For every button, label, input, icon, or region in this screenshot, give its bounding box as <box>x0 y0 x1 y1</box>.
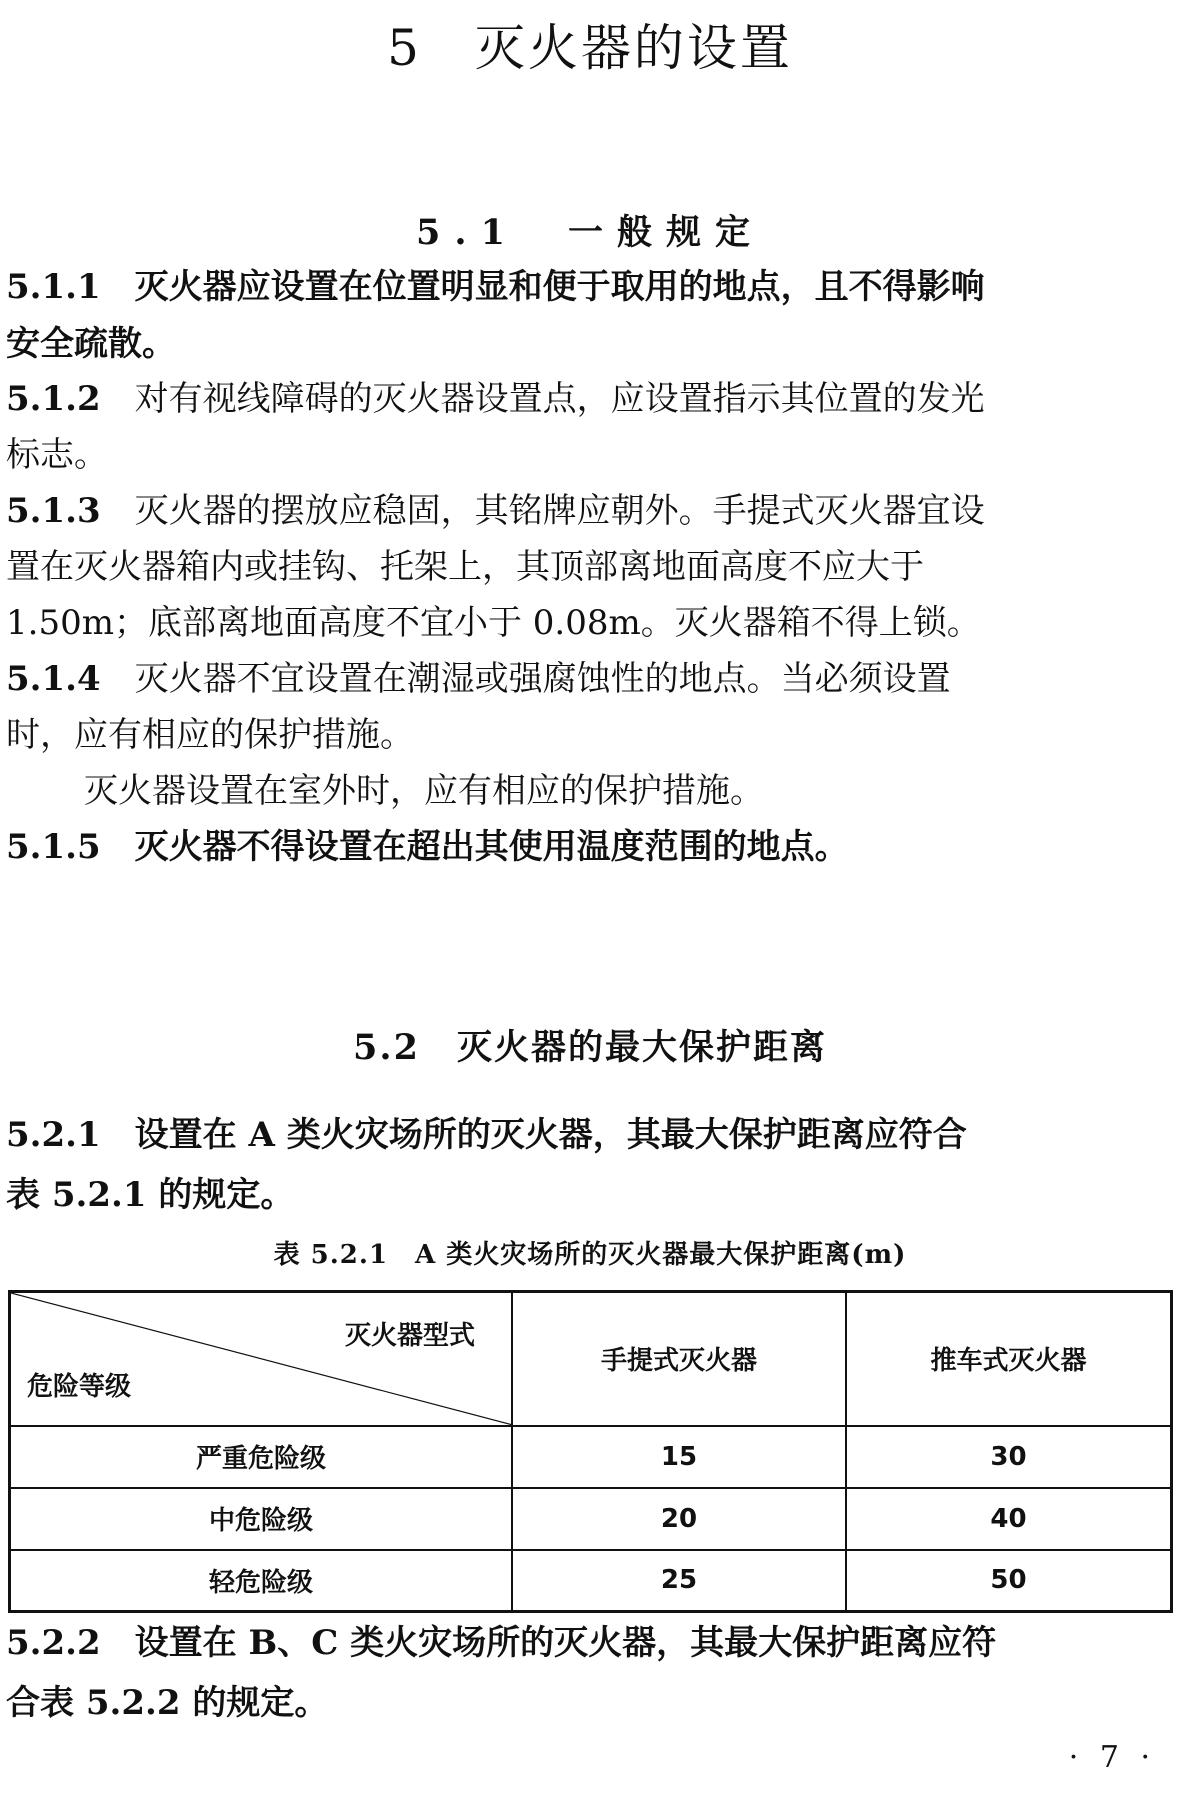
table-row <box>10 1550 1172 1612</box>
clause-5-1-4-paragraph-2: 灭火器设置在室外时，应有相应的保护措施。 <box>84 771 764 811</box>
table-caption: 表 5.2.1 A 类火灾场所的灭火器最大保护距离(m) <box>273 1240 907 1270</box>
clause-text: 灭火器的摆放应稳固，其铭牌应朝外。手提式灭火器宜设 <box>134 491 985 531</box>
page-number: · 7 · <box>1068 1740 1156 1775</box>
section-title-5-1: 5.1 一般规定 <box>416 212 764 253</box>
column-header-portable: 手提式灭火器 <box>512 1292 846 1426</box>
clause-text: 灭火器应设置在位置明显和便于取用的地点，且不得影响 <box>134 267 985 307</box>
clause-number: 5.1.1 <box>6 267 101 307</box>
clause-5-1-3-line-3: 1.50m；底部离地面高度不宜小于 0.08m。灭火器箱不得上锁。 <box>6 603 981 643</box>
clause-number: 5.1.2 <box>6 379 101 419</box>
clause-text: 灭火器不得设置在超出其使用温度范围的地点。 <box>134 827 849 867</box>
clause-number: 5.1.4 <box>6 659 101 699</box>
clause-5-1-2-line-2: 标志。 <box>6 435 108 475</box>
clause-number: 5.1.3 <box>6 491 101 531</box>
clause-text: 灭火器不宜设置在潮湿或强腐蚀性的地点。当必须设置 <box>134 659 951 699</box>
row-wheeled-value: 50 <box>846 1550 1172 1612</box>
table-row <box>10 1426 1172 1488</box>
diagonal-divider <box>11 1293 511 1425</box>
row-hazard-level: 中危险级 <box>10 1488 513 1550</box>
row-portable-value: 15 <box>512 1426 846 1488</box>
corner-column-label: 灭火器型式 <box>344 1321 475 1351</box>
clause-5-2-2 <box>6 1618 996 1668</box>
clause-5-1-3-line-2: 置在灭火器箱内或挂钩、托架上，其顶部离地面高度不应大于 <box>6 547 924 587</box>
column-header-wheeled: 推车式灭火器 <box>846 1292 1172 1426</box>
table-header-row <box>10 1292 1172 1426</box>
row-wheeled-value: 30 <box>846 1426 1172 1488</box>
clause-5-2-1 <box>6 1110 967 1160</box>
chapter-title: 5 灭火器的设置 <box>387 19 793 77</box>
clause-text: 设置在 A 类火灾场所的灭火器，其最大保护距离应符合 <box>134 1115 967 1155</box>
clause-number: 5.2.2 <box>6 1623 101 1663</box>
clause-5-1-2 <box>6 374 985 424</box>
clause-5-1-1 <box>6 262 985 312</box>
clause-text: 设置在 B、C 类火灾场所的灭火器，其最大保护距离应符 <box>134 1623 997 1663</box>
clause-5-1-5 <box>6 822 849 872</box>
row-hazard-level: 轻危险级 <box>10 1550 513 1612</box>
clause-text: 对有视线障碍的灭火器设置点，应设置指示其位置的发光 <box>134 379 985 419</box>
table-corner-cell <box>10 1292 513 1426</box>
table-row <box>10 1488 1172 1550</box>
clause-5-1-4-line-2: 时，应有相应的保护措施。 <box>6 715 414 755</box>
row-wheeled-value: 40 <box>846 1488 1172 1550</box>
protection-distance-table <box>8 1290 1173 1613</box>
corner-row-label: 危险等级 <box>27 1371 132 1402</box>
row-hazard-level: 严重危险级 <box>10 1426 513 1488</box>
clause-5-2-2-line-2: 合表 5.2.2 的规定。 <box>6 1683 329 1723</box>
row-portable-value: 25 <box>512 1550 846 1612</box>
row-portable-value: 20 <box>512 1488 846 1550</box>
clause-5-2-1-line-2: 表 5.2.1 的规定。 <box>6 1175 295 1215</box>
clause-5-1-3 <box>6 486 985 536</box>
clause-5-1-1-line-2: 安全疏散。 <box>6 324 176 364</box>
clause-5-1-4 <box>6 654 951 704</box>
section-title-5-2: 5.2 灭火器的最大保护距离 <box>353 1027 827 1068</box>
clause-number: 5.2.1 <box>6 1115 101 1155</box>
clause-number: 5.1.5 <box>6 827 101 867</box>
